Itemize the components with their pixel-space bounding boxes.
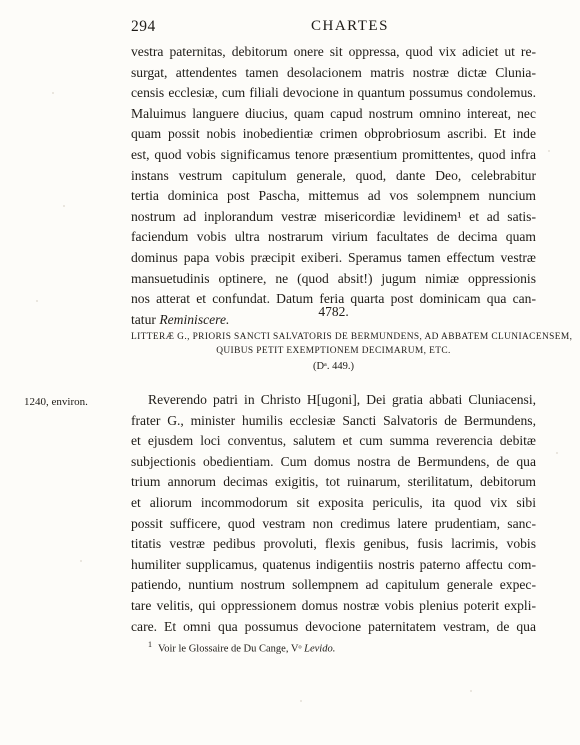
paper-speck [63,205,65,207]
paper-speck [36,300,38,302]
text-line: Reverendo patri in Christo H[ugoni], Dei gratia abbati Cluniacensi, [148,392,536,407]
charter-reference: (Dᵃ. 449.) [312,361,355,372]
text-line: mansuetudinis optinere, ne (quod absit!) jugum nimiæ oppressionis [131,270,536,286]
paper-speck [80,560,82,562]
text-line: instans vestrum capitulum generale, quod, dante Deo, celebrabitur [131,167,536,183]
text-line: surgat, attendentes tamen desolacionem matris nostræ dictæ Clunia- [131,64,536,80]
text-line: tertia dominica post Pascha, mittemus ad vos solempnem nuncium [131,188,536,204]
text-line: possit sufficere, quod vestram non credimus latere prudentiam, sanc- [131,515,536,531]
charter-heading-line-2: QUIBUS PETIT EXEMPTIONEM DECIMARUM, ETC. [216,346,451,356]
text-line: frater G., minister humilis ecclesiæ Sancti Salvatoris de Bermundens, [131,412,536,428]
paper-speck [52,92,54,94]
footnote-text: Voir le Glossaire de Du Cange, Vᵒ [158,643,305,655]
text-line: titatis vestræ pedibus provoluti, flexis genibus, fusis lacrimis, vobis [131,536,536,552]
text-line: dominus papa vobis præcipit exiberi. Speramus tamen effectum vestræ [131,249,536,265]
text-line: est, quod vobis significamus tenore præsentium promittentes, quod infra [131,146,536,162]
text-line: subjectionis obedientiam. Cum domus nostra de Bermundens, de qua [131,453,536,469]
page-header [131,18,536,40]
continuation-paragraph [131,42,536,330]
charter-number: 4782. [318,304,349,319]
italic-word: Reminiscere. [159,311,230,327]
charter-heading-line-1: LITTERÆ G., PRIORIS SANCTI SALVATORIS DE BERMUNDENS, AD ABBATEM CLUNIACENSEM, [131,332,573,342]
text-line: censis ecclesiæ, cum filiali devocione in quantum possumus condolemus. [131,85,536,101]
footnote-italic-word: Levido. [304,643,336,655]
footnote-mark: 1 [148,640,152,649]
text-line: Maluimus languere diucius, quam capud nostrum omnino intereat, nec [131,105,536,121]
page-number: 294 [131,18,156,35]
text-line: patiendo, nuntium nostrum sollempnem ad capitulum generale expec- [131,577,536,593]
text-line: trium annorum decimas exigitis, tot ruinarum, sterilitatum, debitorum [131,474,536,490]
footnote [148,640,335,655]
text-line: humiliter supplicamus, quatenus indigentiis nostris paterno affectu com- [131,556,536,572]
charter-body [131,390,536,637]
text-line: vestra paternitas, debitorum onere sit oppressa, quod vix adiciet ut re- [131,44,536,59]
running-title: CHARTES [311,18,389,34]
text-run: tatur [131,311,160,327]
paper-speck [470,690,472,692]
text-line: et aliorum incommodorum sit exposita periculis, ita quod vix sibi [131,494,536,510]
text-line: et ejusdem loci conventus, salutem et cum summa reverencia debitæ [131,433,536,449]
paper-speck [300,700,302,702]
text-line: tare velitis, qui oppressionem domus nostræ vobis plenius poterit expli- [131,597,536,613]
paper-speck [556,452,558,454]
margin-date-note: 1240, environ. [24,396,88,408]
text-line: nos atterat et confundat. Datum feria quarta post dominicam qua can- [131,291,536,307]
text-line: faciendum vobis ultra nostrarum virium facultates de decima quam [131,229,536,245]
text-line: nostrum ad inplorandum vestræ misericordiæ levidinem¹ et ad satis- [131,208,536,224]
paper-speck [548,150,550,152]
text-line: care. Et omni qua possumus devocione paternitatem vestram, de qua [131,618,536,634]
text-line: quam possit nobis inobedientiæ crimen obprobriosum ascribi. Et inde [131,126,536,142]
